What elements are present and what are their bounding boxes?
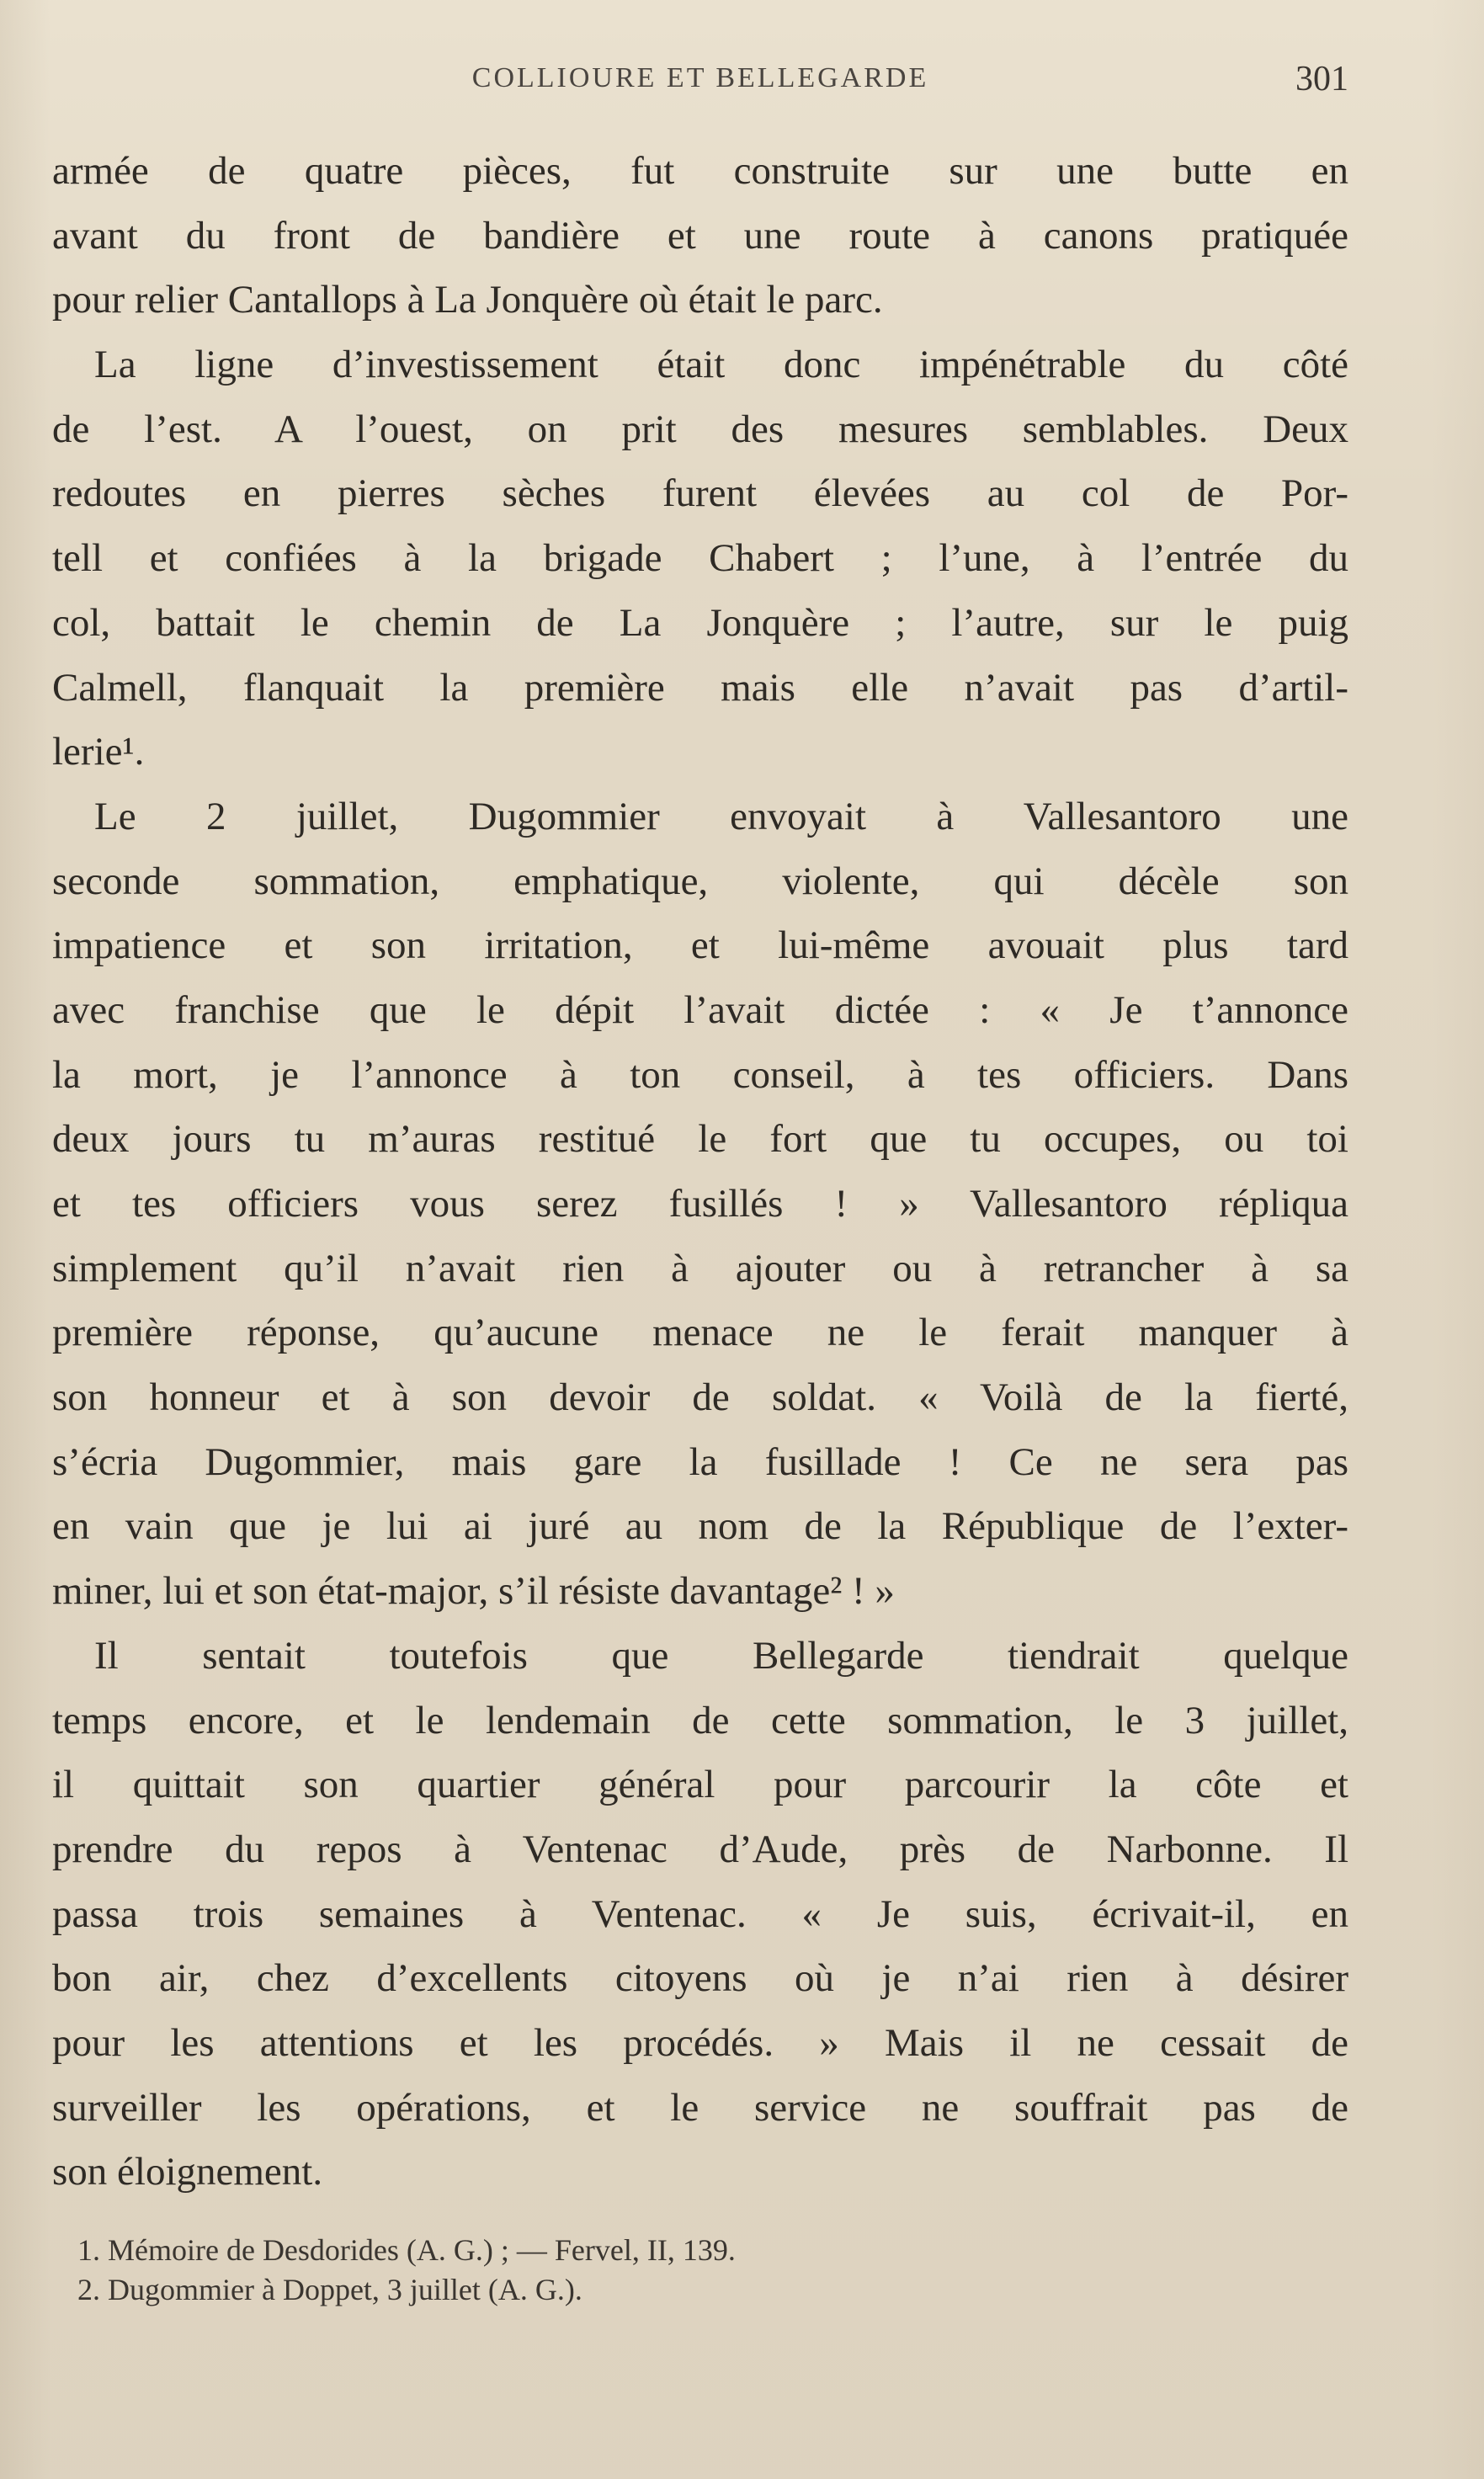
text-line: temps encore, et le lendemain de cette sommation, le 3 juillet, [52, 1698, 1348, 1742]
text-line: surveiller les opérations, et le service ne souffrait pas de [52, 2085, 1348, 2130]
text-line: Le 2 juillet, Dugommier envoyait à Vallesantoro une [94, 794, 1348, 838]
text-line: avant du front de bandière et une route à canons pratiquée [52, 213, 1348, 258]
text-line: redoutes en pierres sèches furent élevées au col de Por- [52, 471, 1348, 516]
text-line: de l’est. A l’ouest, on prit des mesures semblables. Deux [52, 407, 1348, 451]
text-line: tell et confiées à la brigade Chabert ; l’une, à l’entrée du [52, 536, 1348, 581]
text-line: en vain que je lui ai juré au nom de la République de l’exter- [52, 1504, 1348, 1549]
text-line: et tes officiers vous serez fusillés ! » Vallesantoro répliqua [52, 1182, 1348, 1226]
text-line: Calmell, flanquait la première mais elle n’avait pas d’artil- [52, 665, 1348, 710]
page-number: 301 [1295, 60, 1348, 98]
running-title: COLLIOURE ET BELLEGARDE [471, 62, 929, 93]
footnote: 2. Dugommier à Doppet, 3 juillet (A. G.). [77, 2273, 582, 2306]
body-text [52, 139, 1348, 2205]
text-line: son honneur et à son devoir de soldat. « Voilà de la fierté, [52, 1375, 1348, 1420]
running-head [52, 59, 1348, 109]
footnotes [77, 2231, 1323, 2310]
text-line: il quittait son quartier général pour parcourir la côte et [52, 1763, 1348, 1807]
text-line: La ligne d’investissement était donc impénétrable du côté [94, 343, 1348, 387]
text-line: armée de quatre pièces, fut construite sur une butte en [52, 149, 1348, 193]
text-line: bon air, chez d’excellents citoyens où je n’ai rien à désirer [52, 1956, 1348, 2001]
text-line: passa trois semaines à Ventenac. « Je suis, écrivait-il, en [52, 1891, 1348, 1936]
text-line: son éloignement. [52, 2150, 323, 2194]
text-line: pour les attentions et les procédés. » Mais il ne cessait de [52, 2020, 1348, 2065]
footnote: 1. Mémoire de Desdorides (A. G.) ; — Fervel, II, 139. [77, 2233, 736, 2267]
text-line: deux jours tu m’auras restitué le fort que tu occupes, ou toi [52, 1117, 1348, 1162]
text-line: impatience et son irritation, et lui-même avouait plus tard [52, 923, 1348, 968]
text-line: première réponse, qu’aucune menace ne le ferait manquer à [52, 1311, 1348, 1355]
text-line: pour relier Cantallops à La Jonquère où était le parc. [52, 278, 883, 322]
text-line: miner, lui et son état-major, s’il résiste davantage² ! » [52, 1569, 895, 1614]
text-line: col, battait le chemin de La Jonquère ; l’autre, sur le puig [52, 600, 1348, 645]
text-line: Il sentait toutefois que Bellegarde tiendrait quelque [94, 1633, 1348, 1678]
text-line: prendre du repos à Ventenac d’Aude, près de Narbonne. Il [52, 1827, 1348, 1871]
text-line: simplement qu’il n’avait rien à ajouter ou à retrancher à sa [52, 1246, 1348, 1290]
text-line: la mort, je l’annonce à ton conseil, à tes officiers. Dans [52, 1052, 1348, 1097]
text-line: lerie¹. [52, 730, 145, 774]
text-line: seconde sommation, emphatique, violente, qui décèle son [52, 859, 1348, 903]
text-line: avec franchise que le dépit l’avait dictée : « Je t’annonce [52, 987, 1348, 1032]
text-line: s’écria Dugommier, mais gare la fusillade ! Ce ne sera pas [52, 1439, 1348, 1484]
